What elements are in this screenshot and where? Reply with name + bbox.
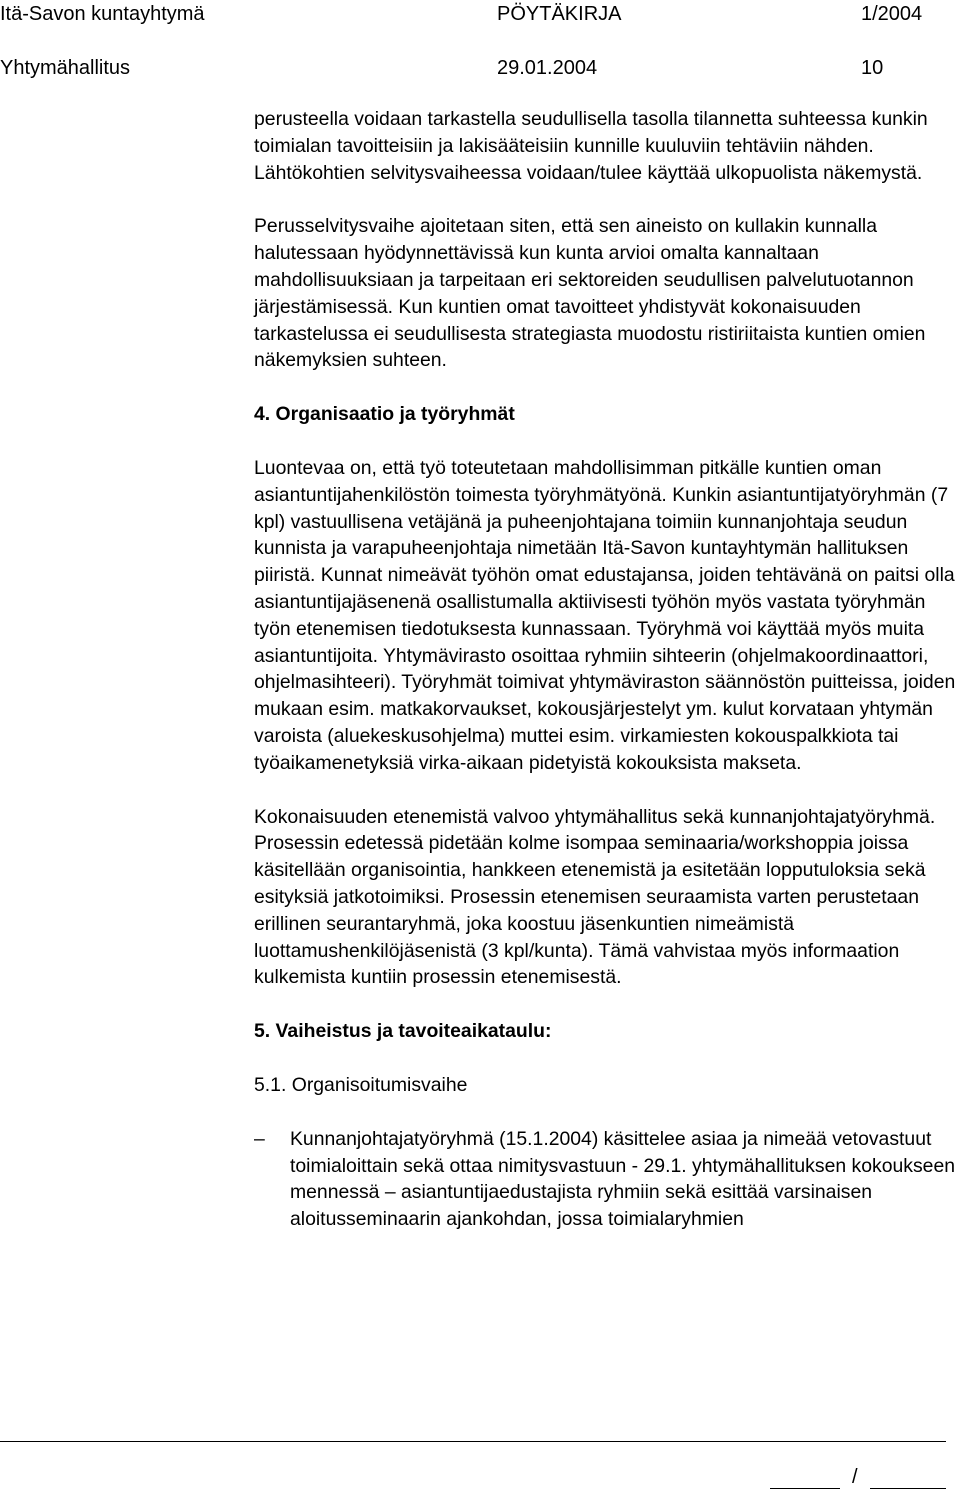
dash-bullet: – (254, 1127, 265, 1150)
header-doc-type: PÖYTÄKIRJA (497, 3, 622, 25)
footer-divider (0, 1441, 946, 1442)
header-date: 29.01.2004 (497, 57, 598, 79)
paragraph-4: Kokonaisuuden etenemistä valvoo yhtymähallitus sekä kunnanjohtajatyöryhmä. Prosessin edetessä pidetään kolme isompaa seminaaria/workshoppia joissa käsitellään organisointia, hankkeen etenemistä ja esitetään lopputuloksia sekä esityksiä jatkotoimiksi. Prosessin etenemisen seuraamista varten perustetaan erillinen seurantaryhmä, joka koostuu jäsenkuntien nimeämistä luottamushenkilöjäsenistä (3 kpl/kunta). Tämä vahvistaa myös informaation kulkemista kuntiin prosessin etenemisestä. (254, 805, 936, 989)
header-doc-number: 1/2004 (861, 3, 923, 25)
initials-field (770, 1467, 946, 1489)
initials-line-right (870, 1488, 946, 1489)
initials-line-left (770, 1488, 840, 1489)
list-item-text: Kunnanjohtajatyöryhmä (15.1.2004) käsittelee asiaa ja nimeää vetovastuut toimialoittain sekä ottaa nimitysvastuun - 29.1. yhtymähallituksen kokoukseen mennessä – asiantuntijaedustajista ryhmiin sekä esittää varsinaisen aloitusseminaarin ajankohdan, jossa toimialaryhmien (290, 1127, 956, 1231)
header-body: Yhtymähallitus (0, 57, 131, 79)
header-organization: Itä-Savon kuntayhtymä (0, 3, 205, 25)
section-heading-5: 5. Vaiheistus ja tavoiteaikataulu: (254, 1020, 552, 1043)
section-heading-4: 4. Organisaatio ja työryhmät (254, 403, 515, 426)
list-item (254, 1126, 960, 1233)
initials-separator: / (852, 1466, 858, 1488)
paragraph-3: Luontevaa on, että työ toteutetaan mahdollisimman pitkälle kuntien oman asiantuntijahenkilöstön toimesta työryhmätyönä. Kunkin asiantuntijatyöryhmän (7 kpl) vastuullisena vetäjänä ja puheenjohtajana toimiin kunnanjohtaja seudun kunnista ja varapuheenjohtaja nimetään Itä-Savon kuntayhtymän hallituksen piiristä. Kunnat nimeävät työhön omat edustajansa, joiden tehtävänä on paitsi olla asiantuntijajäsenenä osallistumalla aktiivisesti työhön myös vastata työryhmän työn etenemisen tiedotuksesta kunnassaan. Työryhmä voi käyttää myös muita asiantuntijoita. Yhtymävirasto osoittaa ryhmiin sihteerin (ohjelmakoordinaattori, ohjelmasihteeri). Työryhmät toimivat yhtymäviraston säännöstön puitteissa, joiden mukaan esim. matkakorvaukset, kokousjärjestelyt ym. kulut korvataan yhtymän varoista (aluekeskusohjelma) muttei esim. virkamiesten kokouspalkkiota tai työaikamenetyksiä virka-aikaan pidetyistä kokouksista makseta. (254, 456, 956, 774)
document-body (254, 106, 960, 1233)
paragraph-2: Perusselvitysvaihe ajoitetaan siten, että sen aineisto on kullakin kunnalla halutessaan hyödynnettävissä kun kunta arvioi omalta kannaltaan mahdollisuuksiaan ja tarpeitaan eri sektoreiden seudullisen palvelutuotannon järjestämisessä. Kun kuntien omat tavoitteet yhdistyvät kokonaisuuden tarkastelussa ei seudullisesta strategiasta muodostu ristiriitaista kuntien omien näkemyksien suhteen. (254, 215, 926, 372)
paragraph-1: perusteella voidaan tarkastella seudullisella tasolla tilannetta suhteessa kunkin toimialan tavoitteisiin ja lakisääteisiin kunnille kuuluviin tehtäviin nähden. Lähtökohtien selvitysvaiheessa voidaan/tulee käyttää ulkopuolista näkemystä. (254, 108, 928, 184)
header-page-number: 10 (861, 57, 884, 79)
subsection-heading-5-1: 5.1. Organisoitumisvaihe (254, 1073, 468, 1096)
